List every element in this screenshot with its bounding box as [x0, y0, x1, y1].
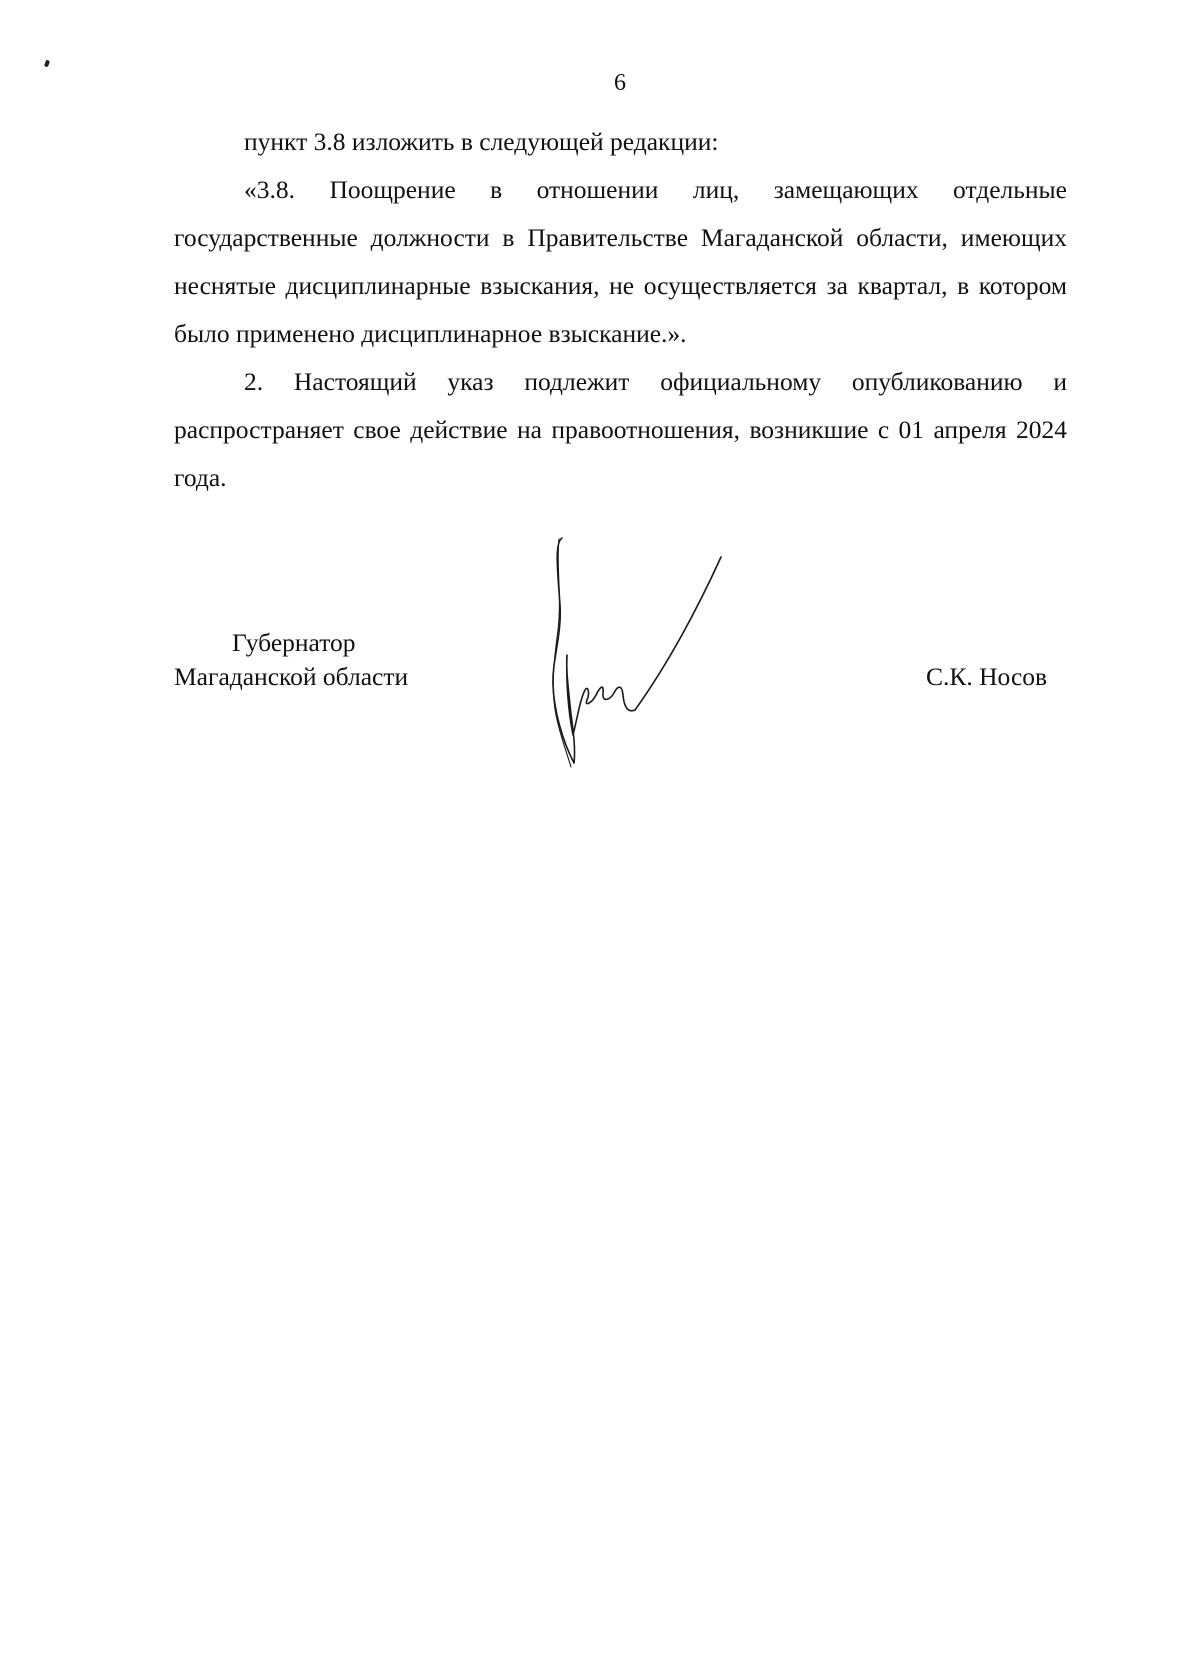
page-number: 6: [614, 70, 626, 96]
handwritten-signature: [540, 535, 760, 775]
paragraph-publication: 2. Настоящий указ подлежит официальному опубликованию и распространяет свое действие на правоотношения, возникшие с 01 апреля 2024 года.: [174, 367, 1067, 492]
signatory-name: С.К. Носов: [926, 662, 1048, 691]
signatory-title: [174, 626, 408, 694]
scan-artifact: [44, 60, 50, 68]
signatory-title-line-1: Губернатор: [232, 628, 356, 657]
paragraph-clause-3-8: «3.8. Поощрение в отношении лиц, замещающих отдельные государственные должности в Правительстве Магаданской области, имеющих неснятые дисциплинарные взыскания, не осуществляется за квартал, в котором было применено дисциплинарное взыскание.».: [174, 175, 1067, 348]
document-body: [174, 118, 1067, 502]
paragraph-amendment-intro: пункт 3.8 изложить в следующей редакции:: [244, 127, 719, 156]
signatory-title-line-2: Магаданской области: [174, 662, 409, 691]
